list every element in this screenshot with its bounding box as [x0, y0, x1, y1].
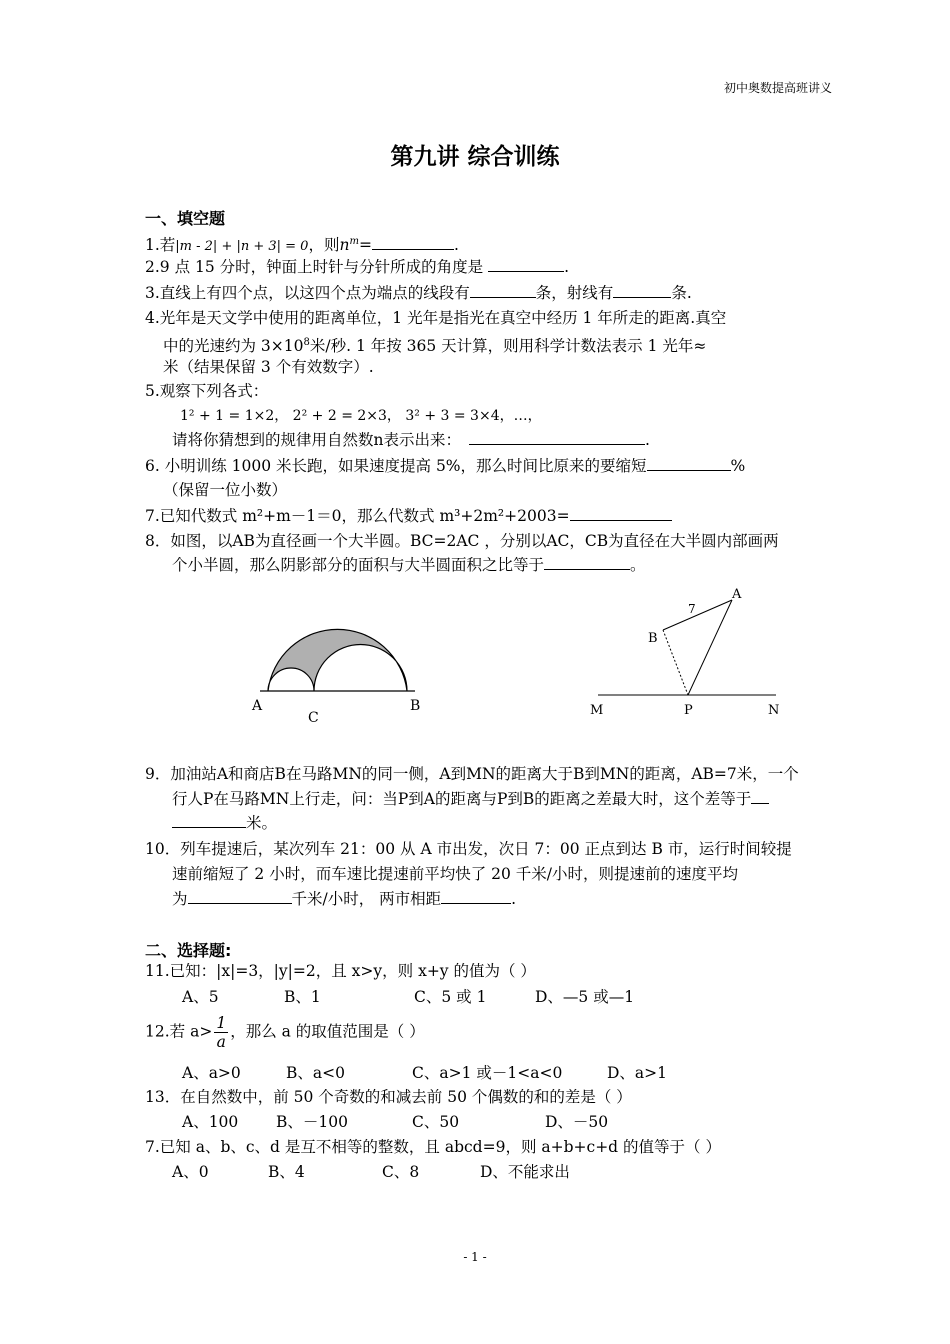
q12-option-a: A、a>0: [182, 1064, 241, 1082]
question-9-line-3: 米。: [172, 812, 277, 834]
segment-ab: [663, 600, 732, 630]
figure-semicircles: [240, 610, 430, 730]
question-12: 12.若 a> $\frac{1}{a}$ ，那么 a 的取值范围是（ ）: [145, 1014, 425, 1051]
label-n: N: [768, 703, 780, 718]
shaded-region: [268, 629, 407, 691]
q12-option-d: D、a>1: [607, 1064, 668, 1082]
question-7: 7.已知代数式 m²+m－1＝0，那么代数式 m³+2m²+2003=: [145, 505, 672, 527]
question-4-line-3: 米（结果保留 3 个有效数字）.: [163, 358, 374, 376]
q14-option-c: C、8: [382, 1163, 420, 1181]
question-6-line-2: （保留一位小数）: [163, 481, 288, 499]
q14-option-d: D、不能求出: [480, 1163, 570, 1181]
question-8-line-2: 个小半圆，那么阴影部分的面积与大半圆面积之比等于 。: [172, 556, 646, 574]
fraction-one-over-a: $\frac{1}{a}$: [216, 1014, 227, 1051]
q11-option-b: B、1: [284, 988, 321, 1006]
label-c: C: [308, 710, 319, 726]
page-title: 第九讲 综合训练: [390, 144, 560, 170]
question-5-line-3: 请将你猜想到的规律用自然数n表示出来： .: [172, 431, 650, 449]
label-length: 7: [688, 602, 696, 616]
page-header: 初中奥数提高班讲义: [723, 81, 832, 95]
q13-option-d: D、－50: [545, 1113, 609, 1131]
q12-option-c: C、a>1 或－1<a<0: [412, 1064, 563, 1082]
question-3: 3.直线上有四个点，以这四个点为端点的线段有 条，射线有 条.: [145, 284, 692, 302]
question-9-line-2: 行人P在马路MN上行走，问：当P到A的距离与P到B的距离之差最大时，这个差等于: [172, 788, 769, 810]
question-13: 13．在自然数中，前 50 个奇数的和减去前 50 个偶数的和的差是（ ）: [145, 1088, 632, 1106]
q13-option-c: C、50: [412, 1113, 460, 1131]
question-10-line-1: 10．列车提速后，某次列车 21：00 从 A 市出发，次日 7：00 正点到达 B 市，运行时间较提: [145, 840, 792, 858]
page-number: - 1 -: [463, 1250, 487, 1264]
label-b: B: [648, 631, 658, 646]
question-4-line-2: 中的光速约为 $3\times 10^8$米/秒. 1 年按 365 天计算，则用科学计数法表示 1 光年≈: [163, 337, 707, 356]
q12-option-b: B、a<0: [286, 1064, 345, 1082]
question-9-line-1: 9．加油站A和商店B在马路MN的同一侧，A到MN的距离大于B到MN的距离，AB=7米，一个: [145, 765, 799, 783]
question-6-line-1: 6. 小明训练 1000 米长跑，如果速度提高 5%，那么时间比原来的要缩短 %: [145, 457, 746, 475]
label-b: B: [410, 698, 421, 714]
question-1: 1.若|m - 2| + |n + 3| = 0，则$n^m=$ .: [145, 236, 459, 255]
q14-option-a: A、0: [172, 1163, 209, 1181]
label-p: P: [684, 703, 693, 718]
q13-option-a: A、100: [182, 1113, 239, 1131]
figure-road-mn: [580, 580, 810, 730]
question-2: 2.9 点 15 分时，钟面上时针与分针所成的角度是 .: [145, 258, 570, 276]
q13-option-b: B、－100: [276, 1113, 348, 1131]
question-5-line-1: 5.观察下列各式：: [145, 382, 269, 400]
question-5-formula: 1² + 1 = 1×2， 2² + 2 = 2×3， 3² + 3 = 3×4，…，: [180, 408, 542, 424]
section-fill-blank: 一、填空题: [145, 209, 226, 228]
question-11: 11.已知：|x|=3，|y|=2，且 x>y，则 x+y 的值为（ ）: [145, 962, 536, 980]
q11-option-c: C、5 或 1: [414, 988, 487, 1006]
label-m: M: [590, 703, 604, 718]
label-a: A: [732, 587, 742, 602]
question-10-line-3: 为 千米/小时， 两市相距 .: [172, 890, 517, 908]
label-a: A: [252, 698, 263, 714]
question-8-line-1: 8．如图，以AB为直径画一个大半圆。BC=2AC ，分别以AC，CB为直径在大半圆内部画两: [145, 532, 779, 550]
q11-option-a: A、5: [182, 988, 219, 1006]
section-choice: 二、选择题:: [145, 941, 232, 960]
q11-option-d: D、—5 或—1: [535, 988, 635, 1006]
segment-bp: [663, 630, 688, 695]
question-10-line-2: 速前缩短了 2 小时，而车速比提速前平均快了 20 千米/小时，则提速前的速度平均: [172, 865, 739, 883]
question-14: 7.已知 a、b、c、d 是互不相等的整数，且 abcd=9，则 a+b+c+d 的值等于（ ）: [145, 1138, 721, 1156]
question-4-line-1: 4.光年是天文学中使用的距离单位，1 光年是指光在真空中经历 1 年所走的距离.真空: [145, 309, 727, 327]
q14-option-b: B、4: [268, 1163, 305, 1181]
